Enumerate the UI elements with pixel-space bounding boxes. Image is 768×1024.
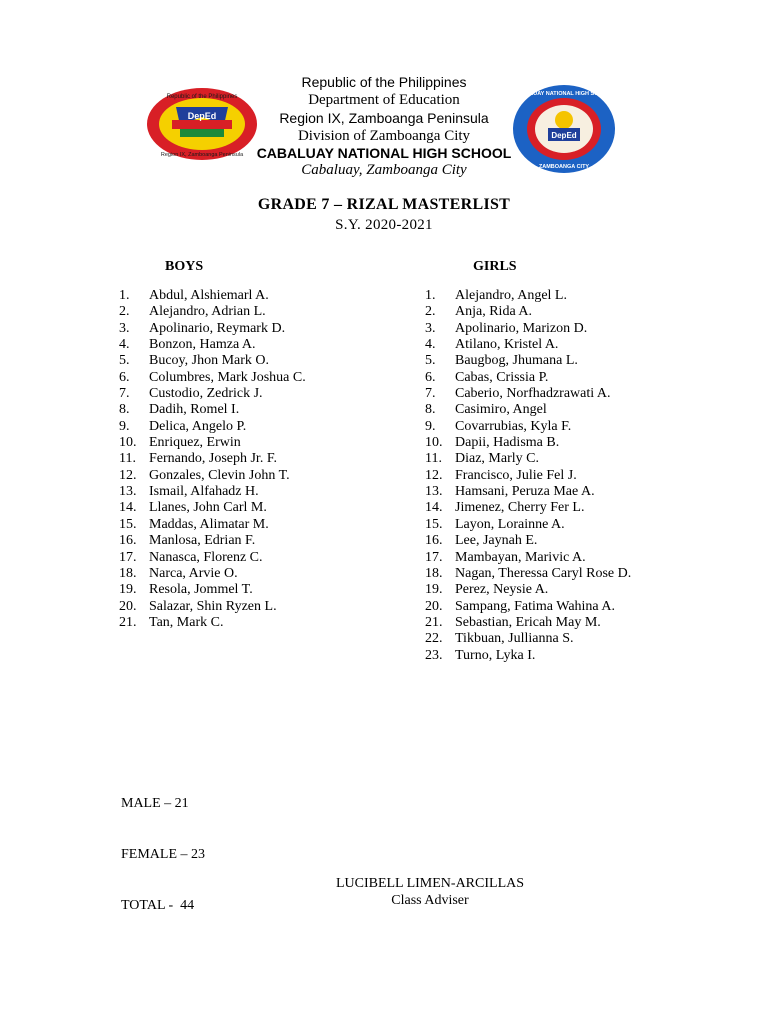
list-item-number: 7. [425,386,436,402]
list-item-number: 6. [425,369,436,385]
list-item-number: 18. [425,565,443,581]
list-item-number: 15. [119,516,137,532]
student-name: Casimiro, Angel [455,402,547,418]
list-item-number: 13. [425,484,443,500]
list-item-number: 20. [119,598,137,614]
student-name: Alejandro, Angel L. [455,288,567,303]
header-school-name: CABALUAY NATIONAL HIGH SCHOOL [256,145,512,161]
student-name: Anja, Rida A. [455,304,532,320]
student-name: Salazar, Shin Ryzen L. [149,598,277,614]
list-item-number: 9. [119,418,130,434]
male-count: MALE – 21 [121,796,189,811]
list-item-number: 9. [425,418,436,434]
student-name: Delica, Angelo P. [149,418,247,434]
list-item [425,566,631,582]
student-name: Turno, Lyka I. [455,647,536,663]
header-republic: Republic of the Philippines [301,74,467,90]
list-item-number: 10. [425,435,443,451]
list-item [425,370,631,386]
list-item [425,321,631,337]
list-item [119,500,306,516]
student-name: Mambayan, Marivic A. [455,549,586,565]
header-division: Division of Zamboanga City [297,128,471,144]
student-name: Bucoy, Jhon Mark O. [149,353,270,369]
header-address: Cabaluay, Zamboanga City [301,162,467,178]
list-item-number: 14. [119,500,137,516]
student-name: Tikbuan, Jullianna S. [455,631,574,647]
student-name: Columbres, Mark Joshua C. [149,369,306,385]
list-item [119,451,306,467]
list-item-number: 19. [425,582,443,598]
student-name: Bonzon, Hamza A. [149,337,256,353]
student-name: Sebastian, Ericah May M. [455,614,601,630]
list-item [425,304,631,320]
list-item-number: 3. [425,320,436,336]
girls-list [425,288,631,664]
student-name: Apolinario, Reymark D. [149,320,286,336]
list-item [119,419,306,435]
adviser-role: Class Adviser [391,893,469,908]
totals-block [121,761,205,948]
student-name: Apolinario, Marizon D. [455,320,588,336]
list-item [119,402,306,418]
list-item [425,533,631,549]
left-seal-bottom-text: Region IX, Zamboanga Peninsula [160,152,244,158]
list-item [425,435,631,451]
student-name: Atilano, Kristel A. [455,337,559,353]
student-name: Hamsani, Peruza Mae A. [455,484,595,500]
student-name: Gonzales, Clevin John T. [149,467,290,483]
list-item [119,370,306,386]
list-item [425,451,631,467]
list-item-number: 1. [119,288,130,303]
list-item-number: 12. [425,467,443,483]
list-item-number: 23. [425,647,443,663]
list-item-number: 11. [119,451,136,467]
student-name: Tan, Mark C. [149,614,224,630]
list-item-number: 8. [425,402,436,418]
list-item [425,615,631,631]
student-name: Baugbog, Jhumana L. [455,353,578,369]
student-name: Dadih, Romel I. [149,402,240,418]
student-name: Covarrubias, Kyla F. [455,418,572,434]
student-name: Sampang, Fatima Wahina A. [455,598,615,614]
list-item-number: 15. [425,516,443,532]
student-name: Fernando, Joseph Jr. F. [149,451,277,467]
student-name: Perez, Neysie A. [455,582,549,598]
list-item-number: 4. [425,337,436,353]
list-item [425,484,631,500]
list-item [119,468,306,484]
list-item-number: 17. [425,549,443,565]
student-name: Francisco, Julie Fel J. [455,467,577,483]
adviser-name: LUCIBELL LIMEN-ARCILLAS [335,876,525,891]
list-item [425,419,631,435]
right-seal-bottom-text: ZAMBOANGA CITY [538,164,590,170]
student-name: Nagan, Theressa Caryl Rose D. [455,565,632,581]
header-department: Department of Education [308,92,460,108]
list-item [119,288,306,304]
list-item-number: 17. [119,549,137,565]
student-name: Caberio, Norfhadzrawati A. [455,386,611,402]
list-item [119,533,306,549]
list-item [425,550,631,566]
list-item [119,353,306,369]
left-seal-center-text: DepEd [187,111,217,121]
student-name: Cabas, Crissia P. [455,369,549,385]
list-item [119,484,306,500]
list-item [425,337,631,353]
right-seal-ring-text: CABALUAY NATIONAL HIGH SCHOOL [513,91,615,97]
document-title: GRADE 7 – RIZAL MASTERLIST [257,196,511,213]
student-name: Enriquez, Erwin [149,435,241,451]
list-item [119,321,306,337]
header-region: Region IX, Zamboanga Peninsula [279,110,489,126]
girls-heading: GIRLS [473,259,517,274]
list-item [119,615,306,631]
list-item [425,386,631,402]
list-item-number: 1. [425,288,436,303]
boys-list [119,288,306,631]
student-name: Custodio, Zedrick J. [149,386,263,402]
student-name: Resola, Jommel T. [149,582,253,598]
list-item-number: 21. [119,614,137,630]
list-item-number: 8. [119,402,130,418]
list-item-number: 5. [425,353,436,369]
list-item-number: 14. [425,500,443,516]
list-item-number: 4. [119,337,130,353]
student-name: Ismail, Alfahadz H. [149,484,259,500]
list-item-number: 22. [425,631,443,647]
list-item [425,402,631,418]
student-name: Manlosa, Edrian F. [149,533,256,549]
student-name: Abdul, Alshiemarl A. [149,288,269,303]
list-item-number: 13. [119,484,137,500]
list-item [425,500,631,516]
school-year: S.Y. 2020-2021 [335,217,433,233]
list-item [119,435,306,451]
list-item-number: 11. [425,451,442,467]
list-item [119,337,306,353]
student-name: Nanasca, Florenz C. [149,549,263,565]
student-name: Narca, Arvie O. [149,565,238,581]
list-item [119,550,306,566]
list-item [119,517,306,533]
list-item [425,648,631,664]
list-item [119,304,306,320]
list-item-number: 5. [119,353,130,369]
student-name: Layon, Lorainne A. [455,516,565,532]
list-item-number: 16. [119,533,137,549]
list-item-number: 2. [425,304,436,320]
list-item [425,517,631,533]
list-item [425,631,631,647]
student-name: Dapii, Hadisma B. [455,435,560,451]
list-item-number: 2. [119,304,130,320]
list-item-number: 18. [119,565,137,581]
list-item-number: 19. [119,582,137,598]
student-name: Lee, Jaynah E. [455,533,538,549]
list-item [425,353,631,369]
list-item-number: 20. [425,598,443,614]
female-count: FEMALE – 23 [121,847,205,862]
list-item [425,468,631,484]
list-item [119,386,306,402]
list-item-number: 7. [119,386,130,402]
list-item [425,288,631,304]
list-item-number: 12. [119,467,137,483]
student-name: Jimenez, Cherry Fer L. [455,500,585,516]
list-item [425,582,631,598]
list-item [425,599,631,615]
student-name: Maddas, Alimatar M. [149,516,269,532]
list-item-number: 16. [425,533,443,549]
total-count: TOTAL - 44 [121,898,195,913]
list-item-number: 6. [119,369,130,385]
list-item-number: 21. [425,614,443,630]
list-item-number: 10. [119,435,137,451]
student-name: Alejandro, Adrian L. [149,304,266,320]
list-item [119,599,306,615]
left-seal-ring-text: Republic of the Philippines [166,94,238,100]
list-item [119,582,306,598]
right-seal-center-text: DepEd [551,131,577,140]
student-name: Llanes, John Carl M. [149,500,267,516]
boys-heading: BOYS [165,259,204,274]
list-item [119,566,306,582]
list-item-number: 3. [119,320,130,336]
student-name: Diaz, Marly C. [455,451,539,467]
